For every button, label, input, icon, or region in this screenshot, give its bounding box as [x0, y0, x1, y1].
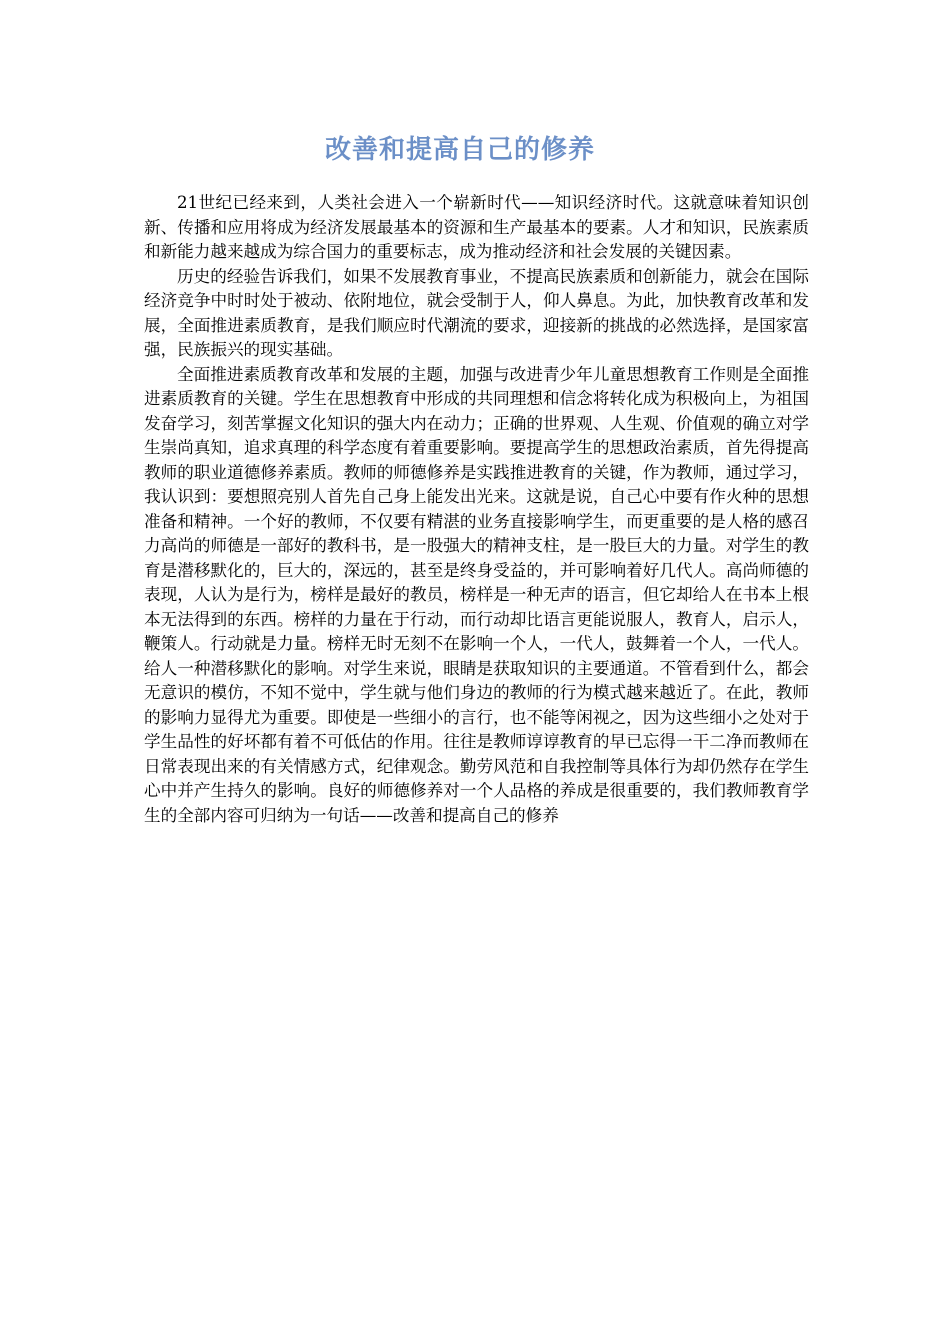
paragraph-3: 全面推进素质教育改革和发展的主题，加强与改进青少年儿童思想教育工作则是全面推进素质教育的关键。学生在思想教育中形成的共同理想和信念将转化成为积极向上，为祖国发奋学习，刻苦掌握文化知识的强大内在动力；正确的世界观、人生观、价值观的确立对学生崇尚真知，追求真理的科学态度有着重要影响。要提高学生的思想政治素质，首先得提高教师的职业道德修养素质。教师的师德修养是实践推进教育的关键，作为教师，通过学习，我认识到：要想照亮别人首先自己身上能发出光来。这就是说，自己心中要有作火种的思想准备和精神。一个好的教师，不仅要有精湛的业务直接影响学生，而更重要的是人格的感召力高尚的师德是一部好的教科书，是一股强大的精神支柱，是一股巨大的力量。对学生的教育是潜移默化的，巨大的，深远的，甚至是终身受益的，并可影响着好几代人。高尚师德的表现，人认为是行为，榜样是最好的教员，榜样是一种无声的语言，但它却给人在书本上根本无法得到的东西。榜样的力量在于行动，而行动却比语言更能说服人，教育人，启示人，鞭策人。行动就是力量。榜样无时无刻不在影响一个人，一代人，鼓舞着一个人，一代人。给人一种潜移默化的影响。对学生来说，眼睛是获取知识的主要通道。不管看到什么，都会无意识的模仿，不知不觉中，学生就与他们身边的教师的行为模式越来越近了。在此，教师的影响力显得尤为重要。即使是一些细小的言行，也不能等闲视之，因为这些细小之处对于学生品性的好坏都有着不可低估的作用。往往是教师谆谆教育的早已忘得一干二净而教师在日常表现出来的有关情感方式，纪律观念。勤劳风范和自我控制等具体行为却仍然存在学生心中并产生持久的影响。良好的师德修养对一个人品格的养成是很重要的，我们教师教育学生的全部内容可归纳为一句话——改善和提高自己的修养 — [144, 364, 809, 825]
paragraph-2: 历史的经验告诉我们，如果不发展教育事业，不提高民族素质和创新能力，就会在国际经济竞争中时时处于被动、依附地位，就会受制于人，仰人鼻息。为此，加快教育改革和发展，全面推进素质教育，是我们顺应时代潮流的要求，迎接新的挑战的必然选择，是国家富强，民族振兴的现实基础。 — [144, 266, 809, 359]
document-body — [144, 191, 809, 828]
paragraph-1: 21世纪已经来到，人类社会进入一个崭新时代——知识经济时代。这就意味着知识创新、传播和应用将成为经济发展最基本的资源和生产最基本的要素。人才和知识，民族素质和新能力越来越成为综合国力的重要标志，成为推动经济和社会发展的关键因素。 — [144, 193, 809, 261]
document-title: 改善和提高自己的修养 — [324, 135, 595, 165]
